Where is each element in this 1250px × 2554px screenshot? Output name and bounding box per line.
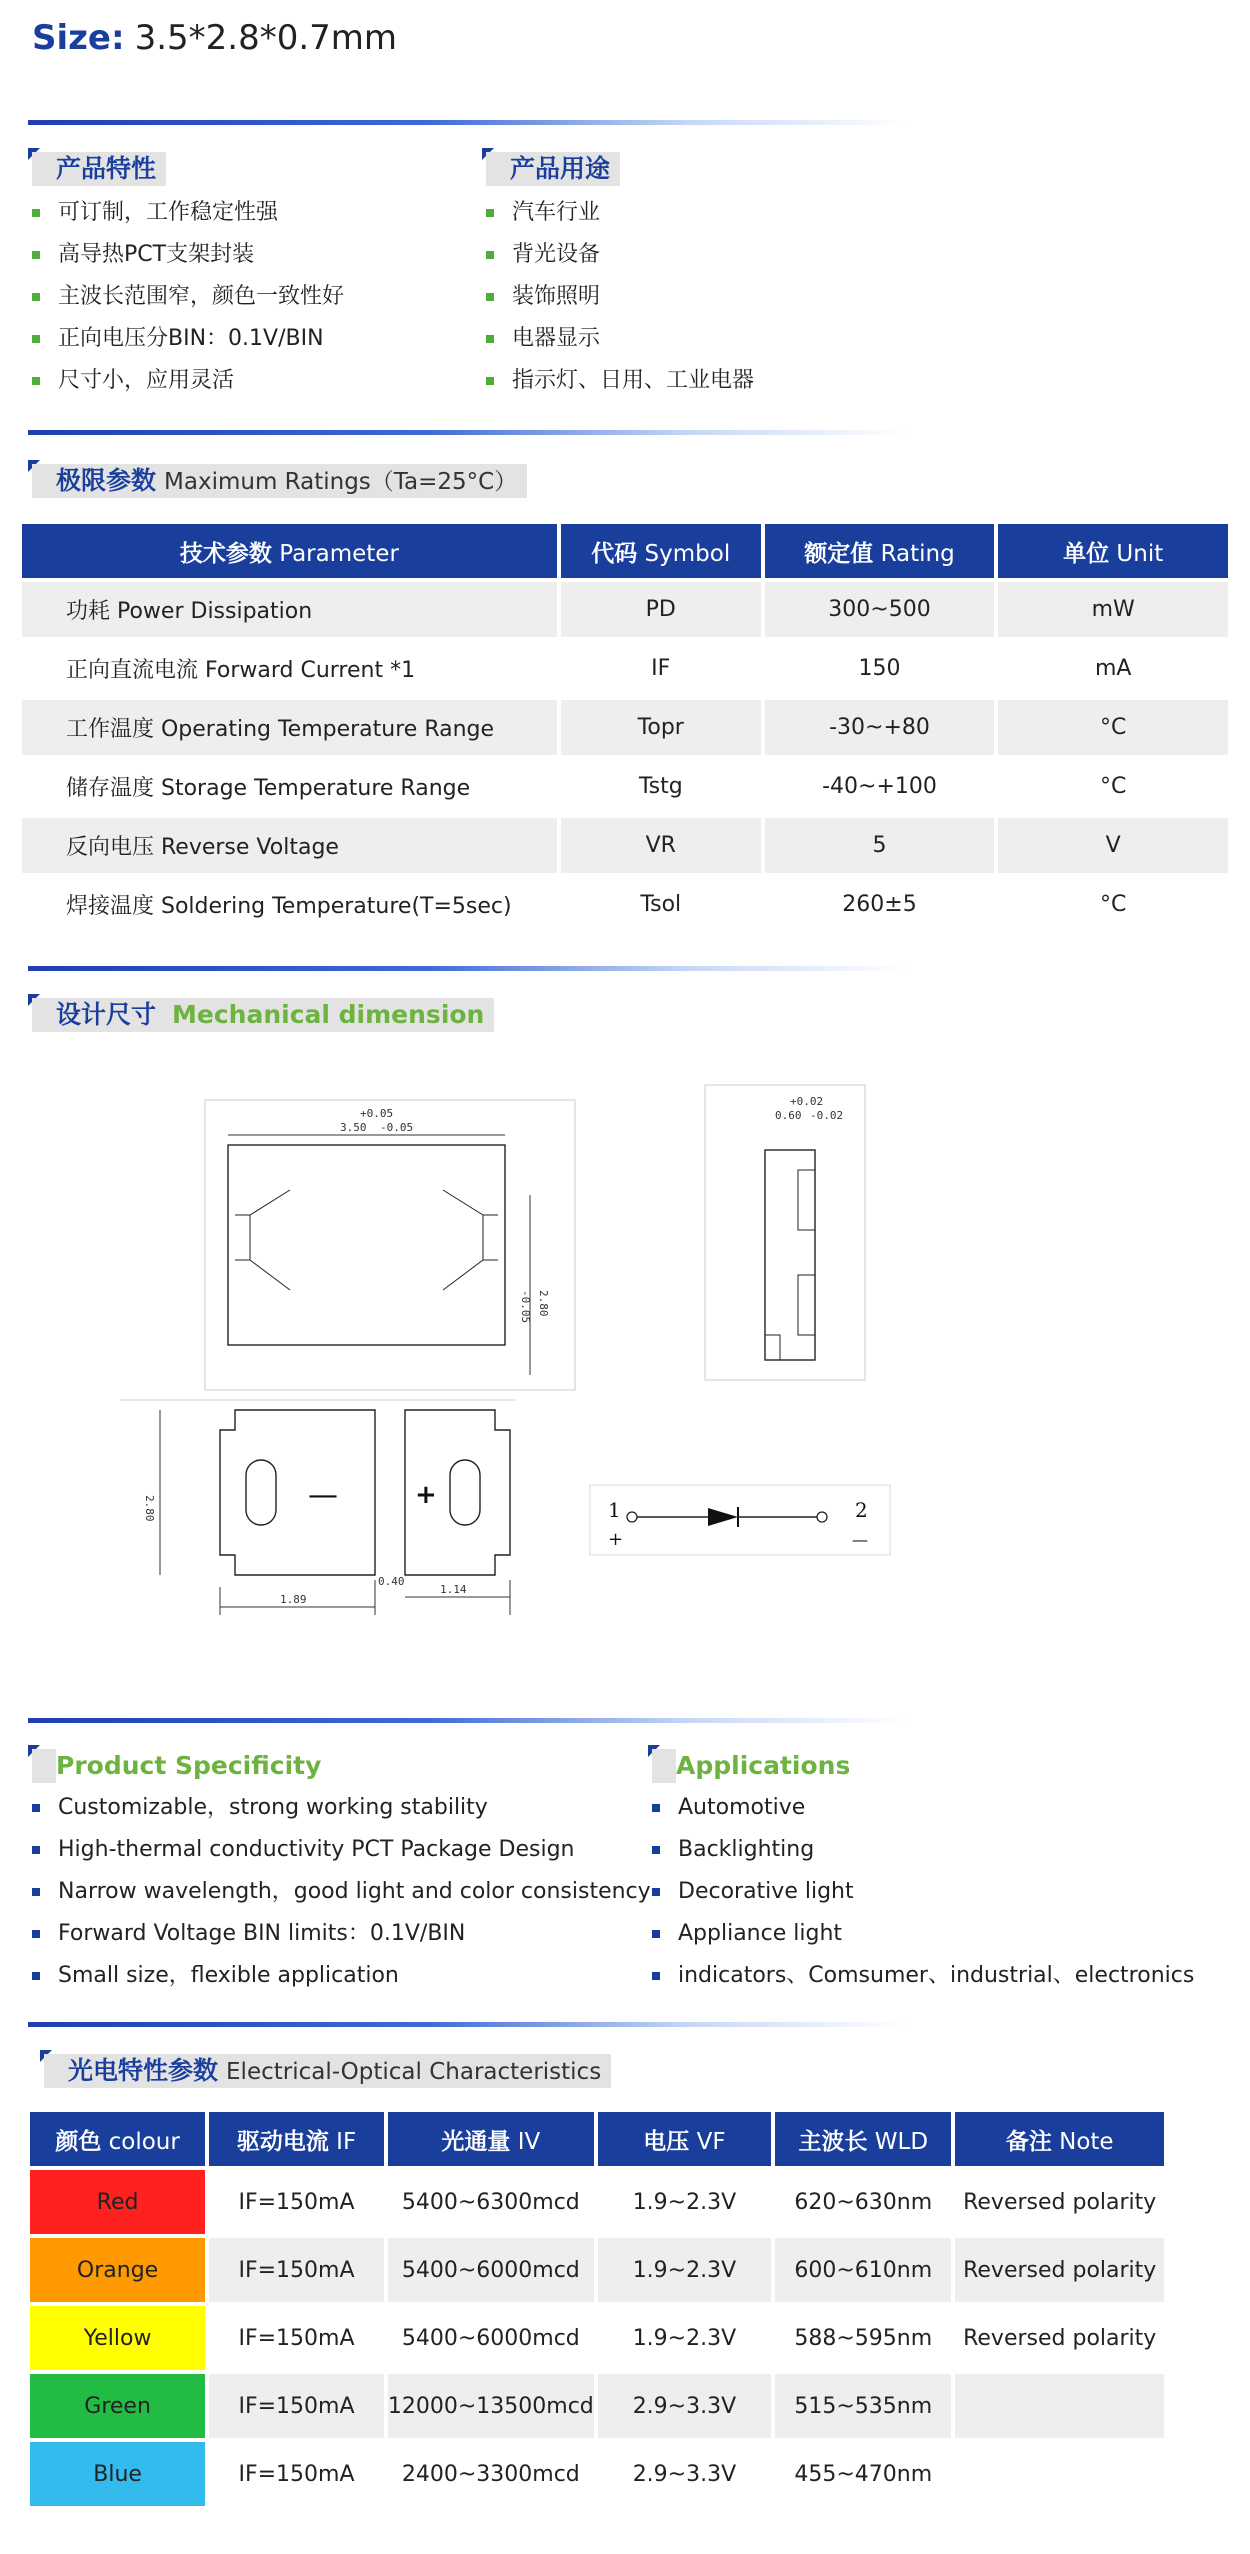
list-item: 装饰照明	[482, 276, 754, 318]
top-view-corner	[443, 1260, 498, 1290]
table-cell: °C	[1100, 774, 1127, 799]
features-en-section	[28, 1745, 651, 1997]
applications-cn-list	[482, 192, 754, 402]
pin-plus: +	[608, 1529, 624, 1550]
eo-heading	[40, 2050, 611, 2088]
table-cell: IF=150mA	[209, 2374, 384, 2438]
table-cell: mA	[1094, 656, 1132, 681]
heading-ornament	[28, 460, 56, 498]
table-cell: 反向电压 Reverse Voltage	[22, 818, 557, 873]
table-cell: IF=150mA	[238, 2325, 355, 2351]
list-item: 汽车行业	[482, 192, 754, 234]
bottom-hole-left	[246, 1460, 276, 1525]
bottom-pad-left-dim: 1.89	[280, 1593, 307, 1606]
table-cell: -40~+100	[822, 774, 937, 799]
list-item: 主波长范围窄，颜色一致性好	[28, 276, 344, 318]
heading-ornament	[28, 1745, 56, 1783]
table-cell: 功耗 Power Dissipation	[22, 582, 557, 637]
features-cn-section	[28, 148, 344, 402]
list-item: indicators、Comsumer、industrial、electronics	[648, 1955, 1194, 1997]
table-row	[22, 700, 1228, 755]
top-dim-tol2: -0.05	[380, 1121, 414, 1134]
section-heading	[648, 1745, 1194, 1783]
table-cell: 2.9~3.3V	[632, 2461, 737, 2487]
list-item: Backlighting	[648, 1829, 1194, 1871]
size-value: 3.5*2.8*0.7mm	[134, 18, 398, 58]
applications-en-section	[648, 1745, 1194, 1997]
table-cell: PD	[561, 582, 761, 637]
color-swatch-green: Green	[30, 2374, 205, 2438]
applications-en-list	[648, 1787, 1194, 1997]
top-view-body	[228, 1145, 505, 1345]
mechanical-heading	[28, 994, 494, 1032]
table-cell: VR	[561, 818, 761, 873]
table-cell: 455~470nm	[794, 2461, 933, 2487]
table-row	[30, 2374, 1164, 2438]
features-cn-list	[28, 192, 344, 402]
table-cell: 1.9~2.3V	[632, 2189, 737, 2215]
table-cell: Reversed polarity	[963, 2325, 1157, 2351]
side-dim-tol: +0.02	[790, 1095, 824, 1108]
table-cell: IF=150mA	[238, 2461, 355, 2487]
bottom-minus: —	[308, 1478, 338, 1513]
color-swatch-blue: Blue	[30, 2442, 205, 2506]
table-cell: Reversed polarity	[955, 2238, 1164, 2302]
eo-title-cn: 光电特性参数	[68, 2056, 219, 2085]
max-ratings-title-en: Maximum Ratings（Ta=25°C）	[164, 469, 518, 495]
bottom-pad-left	[220, 1410, 375, 1575]
side-view-pad	[798, 1170, 815, 1230]
diode-icon	[708, 1508, 738, 1526]
list-item: 电器显示	[482, 318, 754, 360]
applications-en-title: Applications	[676, 1751, 851, 1780]
table-cell: -30~+80	[765, 700, 995, 755]
table-cell: IF=150mA	[238, 2189, 355, 2215]
side-dim-value: 0.60	[775, 1109, 802, 1122]
list-item: 高导热PCT支架封装	[28, 234, 344, 276]
features-cn-title: 产品特性	[56, 154, 157, 183]
table-cell: 正向直流电流 Forward Current *1	[66, 658, 416, 683]
table-cell: 515~535nm	[775, 2374, 951, 2438]
list-item: Small size，flexible application	[28, 1955, 651, 1997]
table-cell: 260±5	[842, 892, 917, 917]
list-item: Customizable，strong working stability	[28, 1787, 651, 1829]
bottom-height: 2.80	[143, 1495, 156, 1522]
top-view-corner	[443, 1190, 498, 1215]
table-cell: 620~630nm	[794, 2189, 933, 2215]
divider	[28, 1718, 908, 1723]
features-en-list	[28, 1787, 651, 1997]
max-ratings-title-cn: 极限参数	[56, 466, 157, 495]
bottom-gap-dim: 0.40	[378, 1575, 405, 1588]
side-view-frame	[705, 1085, 865, 1380]
table-row	[22, 582, 1228, 637]
table-cell: 5400~6300mcd	[401, 2189, 580, 2215]
column-header: 电压 VF	[598, 2112, 771, 2166]
eo-title-en: Electrical-Optical Characteristics	[226, 2059, 602, 2085]
table-cell: 12000~13500mcd	[388, 2374, 594, 2438]
table-cell: 焊接温度 Soldering Temperature(T=5sec)	[66, 894, 512, 919]
table-cell: IF=150mA	[209, 2238, 384, 2302]
heading-ornament	[28, 148, 56, 186]
column-header: 代码 Symbol	[561, 524, 761, 578]
table-row	[22, 759, 1228, 814]
side-view-foot	[765, 1335, 780, 1360]
bottom-plus: +	[415, 1480, 437, 1510]
table-cell: 1.9~2.3V	[598, 2238, 771, 2302]
list-item: Forward Voltage BIN limits：0.1V/BIN	[28, 1913, 651, 1955]
list-item: 可订制，工作稳定性强	[28, 192, 344, 234]
mechanical-title-cn: 设计尺寸	[56, 1000, 157, 1029]
top-height-b: -0.05	[519, 1290, 532, 1324]
applications-cn-title: 产品用途	[510, 154, 611, 183]
column-header: 单位 Unit	[998, 524, 1228, 578]
table-cell: Tstg	[638, 774, 683, 799]
table-cell	[955, 2374, 1164, 2438]
list-item: 尺寸小，应用灵活	[28, 360, 344, 402]
color-swatch-yellow: Yellow	[30, 2306, 205, 2370]
pin-1: 1	[608, 1498, 621, 1522]
column-header: 备注 Note	[955, 2112, 1164, 2166]
bottom-pad-right-dim: 1.14	[440, 1583, 467, 1596]
table-cell: V	[998, 818, 1228, 873]
table-cell: Topr	[561, 700, 761, 755]
table-cell: 5	[765, 818, 995, 873]
divider	[28, 430, 908, 435]
table-cell: 储存温度 Storage Temperature Range	[66, 776, 471, 801]
heading-ornament	[648, 1745, 676, 1783]
pin-minus: —	[852, 1530, 868, 1549]
color-swatch-red: Red	[30, 2170, 205, 2234]
top-view-corner	[235, 1260, 290, 1290]
column-header: 颜色 colour	[30, 2112, 205, 2166]
section-heading	[482, 148, 754, 186]
table-cell: °C	[998, 700, 1228, 755]
table-cell: Reversed polarity	[963, 2189, 1157, 2215]
table-row	[30, 2170, 1164, 2234]
table-row	[22, 641, 1228, 696]
table-cell: 5400~6000mcd	[388, 2238, 594, 2302]
table-row	[22, 818, 1228, 873]
mechanical-title-en: Mechanical dimension	[172, 1000, 485, 1029]
side-view-pad	[798, 1275, 815, 1335]
table-cell: °C	[1100, 892, 1127, 917]
top-view-corner	[235, 1190, 290, 1215]
section-heading	[28, 460, 527, 498]
max-ratings-table	[18, 520, 1232, 936]
list-item: Automotive	[648, 1787, 1194, 1829]
table-row	[30, 2238, 1164, 2302]
section-heading	[28, 148, 344, 186]
max-ratings-heading	[28, 460, 527, 498]
top-height-a: 2.80	[537, 1290, 550, 1317]
applications-cn-section	[482, 148, 754, 402]
list-item: Decorative light	[648, 1871, 1194, 1913]
eo-table	[26, 2108, 1168, 2510]
section-heading	[28, 1745, 651, 1783]
table-header-row	[22, 524, 1228, 578]
column-header: 驱动电流 IF	[209, 2112, 384, 2166]
side-view-body	[765, 1150, 815, 1360]
divider	[28, 966, 908, 971]
color-swatch-orange: Orange	[30, 2238, 205, 2302]
table-cell: 588~595nm	[794, 2325, 933, 2351]
column-header: 主波长 WLD	[775, 2112, 951, 2166]
list-item: 背光设备	[482, 234, 754, 276]
top-dim-value: 3.50	[340, 1121, 367, 1134]
column-header: 技术参数 Parameter	[22, 524, 557, 578]
table-cell: 工作温度 Operating Temperature Range	[22, 700, 557, 755]
list-item: 正向电压分BIN：0.1V/BIN	[28, 318, 344, 360]
table-cell: Tsol	[640, 892, 682, 917]
pin-2: 2	[855, 1498, 868, 1522]
table-cell: 2400~3300mcd	[401, 2461, 580, 2487]
list-item: High-thermal conductivity PCT Package Design	[28, 1829, 651, 1871]
section-heading	[40, 2050, 611, 2088]
list-item: 指示灯、日用、工业电器	[482, 360, 754, 402]
table-cell: 5400~6000mcd	[401, 2325, 580, 2351]
size-line	[32, 18, 397, 58]
table-header-row	[30, 2112, 1164, 2166]
table-cell: 600~610nm	[775, 2238, 951, 2302]
features-en-title: Product Specificity	[56, 1751, 322, 1780]
heading-ornament	[40, 2050, 68, 2088]
diode-frame	[590, 1485, 890, 1555]
column-header: 额定值 Rating	[765, 524, 995, 578]
table-cell	[955, 2442, 1164, 2506]
section-heading	[28, 994, 494, 1032]
heading-ornament	[482, 148, 510, 186]
table-row	[30, 2442, 1164, 2506]
list-item: Appliance light	[648, 1913, 1194, 1955]
table-cell: 1.9~2.3V	[632, 2325, 737, 2351]
divider	[28, 2022, 908, 2027]
size-label: Size:	[32, 18, 125, 58]
top-dim-tol: +0.05	[360, 1107, 394, 1120]
table-cell: 300~500	[765, 582, 995, 637]
list-item: Narrow wavelength，good light and color consistency	[28, 1871, 651, 1913]
table-cell: IF	[651, 656, 671, 681]
table-cell: 2.9~3.3V	[598, 2374, 771, 2438]
table-cell: mW	[998, 582, 1228, 637]
divider	[28, 120, 908, 125]
side-dim-tol2: -0.02	[810, 1109, 844, 1122]
bottom-hole-right	[450, 1460, 480, 1525]
table-cell: 150	[858, 656, 901, 681]
top-view-frame	[205, 1100, 575, 1390]
table-row	[30, 2306, 1164, 2370]
heading-ornament	[28, 994, 56, 1032]
column-header: 光通量 IV	[388, 2112, 594, 2166]
mechanical-drawing	[110, 1075, 910, 1675]
table-row	[22, 877, 1228, 932]
